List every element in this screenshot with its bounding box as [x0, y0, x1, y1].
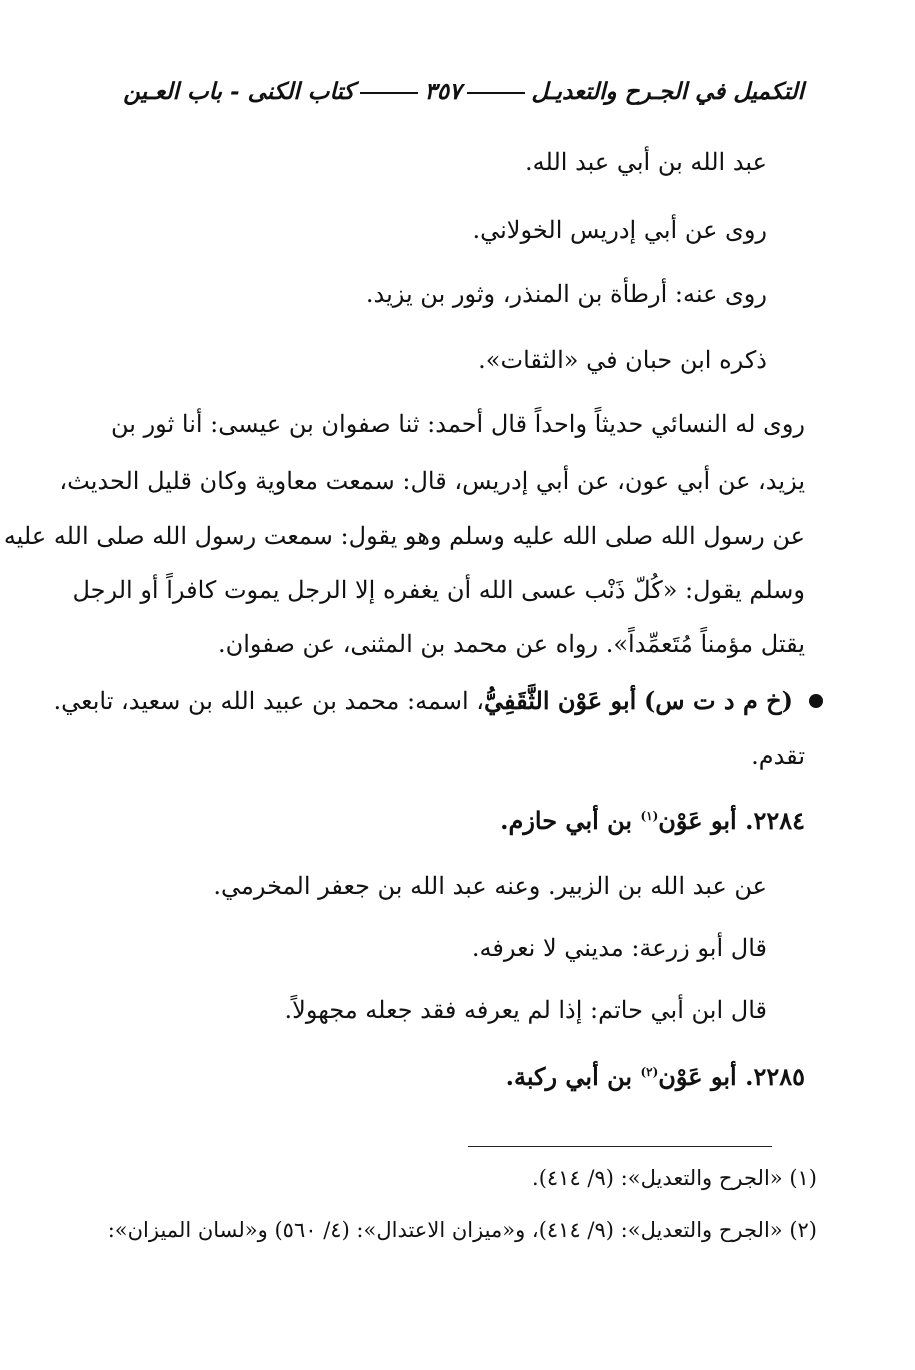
hadith-line-2: يزيد، عن أبي عون، عن أبي إدريس، قال: سمعت معاوية وكان قليل الحديث،: [59, 467, 805, 495]
rumuz-symbols: (خ م د ت س): [643, 686, 793, 715]
entry-heading-2284: ٢٢٨٤. أبو عَوْن$^{(١)}$ بن أبي حازم.: [500, 806, 805, 835]
hadith-line-1: روى له النسائي حديثاً واحداً قال أحمد: ثنا صفوان بن عيسى: أنا ثور بن: [111, 410, 805, 438]
header-title: التكميل في الجـرح والتعديـل: [531, 78, 804, 105]
hadith-line-5: يقتل مؤمناً مُتَعمِّداً». رواه عن محمد بن المثنى، عن صفوان.: [218, 630, 805, 658]
bullet-marker: [809, 694, 823, 708]
bullet-entry-line-1: [53, 686, 793, 715]
footnote-separator: [468, 1146, 772, 1147]
entry-2284-line-3: قال ابن أبي حاتم: إذا لم يعرفه فقد جعله مجهولاً.: [284, 996, 767, 1024]
header-page-number: ٣٥٧: [354, 78, 531, 105]
footnote-ref-2[interactable]: (٢): [640, 1065, 659, 1079]
entry-name-line: عبد الله بن أبي عبد الله.: [525, 148, 767, 176]
hadith-line-3: عن رسول الله صلى الله عليه وسلم وهو يقول: سمعت رسول الله صلى الله عليه: [3, 522, 805, 550]
ibn-hibban-line: ذكره ابن حبان في «الثقات».: [478, 346, 767, 374]
kunya-name: أبو عَوْن الثَّقَفِيُّ: [483, 686, 637, 715]
entry-2284-line-1: عن عبد الله بن الزبير. وعنه عبد الله بن جعفر المخرمي.: [213, 872, 767, 900]
footnote-2: (٢) «الجرح والتعديل»: (٩/ ٤١٤)، و«ميزان الاعتدال»: (٤/ ٥٦٠) و«لسان الميزان»:: [107, 1218, 817, 1242]
entry-heading-2285: ٢٢٨٥. أبو عَوْن$^{(٢)}$ بن أبي ركبة.: [505, 1062, 805, 1091]
entry-2284-line-2: قال أبو زرعة: مديني لا نعرفه.: [471, 934, 767, 962]
bullet-entry-rest: ، اسمه: محمد بن عبيد الله بن سعيد، تابعي.: [53, 687, 484, 715]
narrated-by-line: روى عنه: أرطأة بن المنذر، وثور بن يزيد.: [365, 280, 767, 308]
bullet-entry-line-2: تقدم.: [751, 742, 805, 770]
header-section: كتاب الكنى - باب العـين: [123, 78, 355, 105]
hadith-line-4: وسلم يقول: «كُلّ ذَنْب عسى الله أن يغفره إلا الرجل يموت كافراً أو الرجل: [72, 576, 805, 604]
footnote-1: (١) «الجرح والتعديل»: (٩/ ٤١٤).: [532, 1166, 817, 1190]
narrated-from-line: روى عن أبي إدريس الخولاني.: [472, 216, 767, 244]
footnote-ref-1[interactable]: (١): [640, 809, 659, 823]
running-header: [123, 78, 804, 105]
